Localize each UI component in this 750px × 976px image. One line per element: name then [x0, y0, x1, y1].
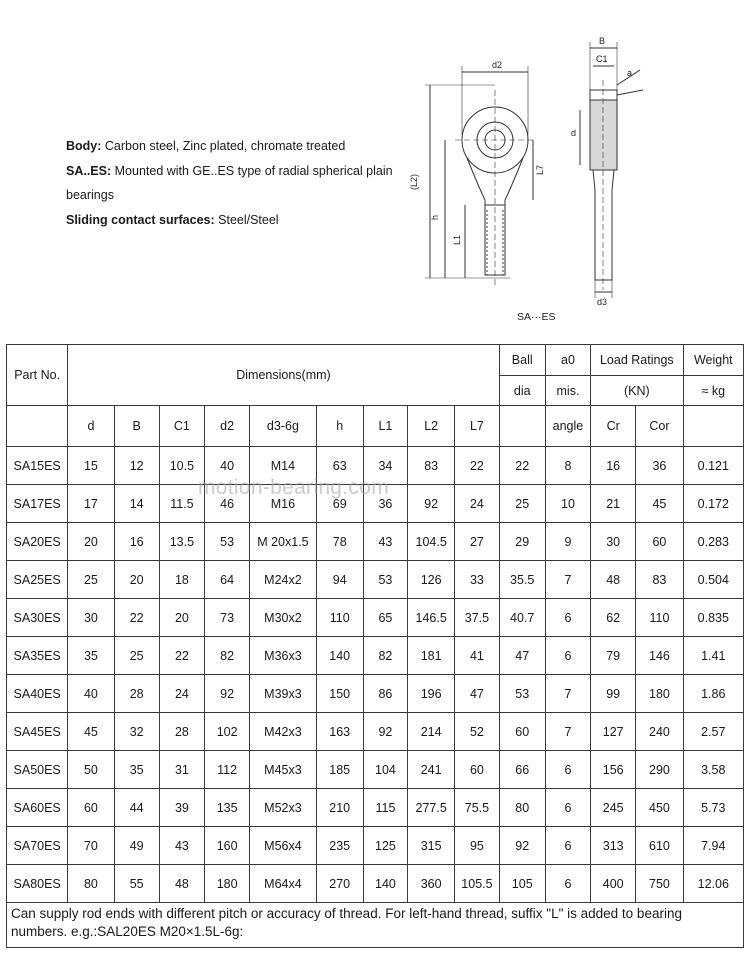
- table-cell: 86: [363, 675, 407, 713]
- table-cell: 66: [499, 751, 545, 789]
- table-cell: 315: [408, 827, 455, 865]
- label-d2: d2: [492, 60, 503, 70]
- table-cell: 163: [316, 713, 363, 751]
- sliding-text: Steel/Steel: [214, 212, 279, 227]
- table-cell: 49: [114, 827, 159, 865]
- table-cell: M24x2: [250, 561, 316, 599]
- table-cell: 45: [68, 713, 114, 751]
- table-cell: 60: [68, 789, 114, 827]
- table-cell: 64: [205, 561, 250, 599]
- table-row: [7, 485, 744, 523]
- table-cell: 43: [159, 827, 204, 865]
- table-cell: 196: [408, 675, 455, 713]
- label-L1: L1: [452, 234, 462, 245]
- table-cell: 146.5: [408, 599, 455, 637]
- table-cell: 53: [499, 675, 545, 713]
- table-row: [7, 751, 744, 789]
- column-header: C1: [159, 406, 204, 447]
- header-a0: a0: [545, 345, 590, 376]
- table-cell: 55: [114, 865, 159, 903]
- table-cell: 102: [205, 713, 250, 751]
- table-cell: 146: [636, 637, 683, 675]
- table-cell: 62: [591, 599, 636, 637]
- table-cell: 27: [455, 523, 499, 561]
- table-cell: 7.94: [683, 827, 743, 865]
- header-weight-unit: ≈ kg: [683, 376, 743, 406]
- table-cell: 235: [316, 827, 363, 865]
- table-cell: 40: [68, 675, 114, 713]
- column-header: L1: [363, 406, 407, 447]
- header-load-ratings: Load Ratings: [591, 345, 683, 376]
- column-header: d2: [205, 406, 250, 447]
- table-cell: 24: [455, 485, 499, 523]
- header-row-1: [7, 345, 744, 376]
- table-cell: 63: [316, 447, 363, 485]
- table-cell: 83: [636, 561, 683, 599]
- table-cell: M39x3: [250, 675, 316, 713]
- table-cell: 210: [316, 789, 363, 827]
- header-ball: Ball: [499, 345, 545, 376]
- table-cell: 82: [205, 637, 250, 675]
- table-cell: 40.7: [499, 599, 545, 637]
- table-cell: 180: [636, 675, 683, 713]
- table-row: [7, 447, 744, 485]
- part-number-cell: SA30ES: [7, 599, 68, 637]
- table-cell: 135: [205, 789, 250, 827]
- table-cell: 21: [591, 485, 636, 523]
- table-cell: M36x3: [250, 637, 316, 675]
- column-header-blank: [7, 406, 68, 447]
- table-cell: 95: [455, 827, 499, 865]
- header-dimensions: Dimensions(mm): [68, 345, 499, 406]
- table-cell: 6: [545, 751, 590, 789]
- body-text: Carbon steel, Zinc plated, chromate treated: [101, 139, 346, 153]
- table-cell: 36: [636, 447, 683, 485]
- table-cell: 65: [363, 599, 407, 637]
- table-cell: M45x3: [250, 751, 316, 789]
- table-cell: 50: [68, 751, 114, 789]
- table-cell: 37.5: [455, 599, 499, 637]
- type-text: Mounted with GE..ES type of radial spherical plain bearings: [66, 163, 393, 202]
- table-cell: M16: [250, 485, 316, 523]
- table-cell: 110: [636, 599, 683, 637]
- watermark: motion-bearing.com: [198, 476, 389, 499]
- table-cell: 22: [114, 599, 159, 637]
- table-cell: 400: [591, 865, 636, 903]
- part-number-cell: SA15ES: [7, 447, 68, 485]
- header-ball-dia: dia: [499, 376, 545, 406]
- footnote-row: [7, 903, 744, 948]
- spec-table: [6, 344, 744, 948]
- table-cell: 127: [591, 713, 636, 751]
- table-cell: 43: [363, 523, 407, 561]
- table-cell: 150: [316, 675, 363, 713]
- table-cell: M64x4: [250, 865, 316, 903]
- part-number-cell: SA60ES: [7, 789, 68, 827]
- table-cell: 32: [114, 713, 159, 751]
- table-cell: 60: [455, 751, 499, 789]
- body-label: Body:: [66, 139, 102, 153]
- column-header: [683, 406, 743, 447]
- table-row: [7, 675, 744, 713]
- table-cell: 13.5: [159, 523, 204, 561]
- column-header: Cr: [591, 406, 636, 447]
- table-cell: 35: [68, 637, 114, 675]
- label-h: h: [430, 214, 440, 220]
- table-cell: 360: [408, 865, 455, 903]
- column-header: B: [114, 406, 159, 447]
- table-cell: 18: [159, 561, 204, 599]
- table-cell: 41: [455, 637, 499, 675]
- table-cell: 30: [68, 599, 114, 637]
- table-cell: 105.5: [455, 865, 499, 903]
- table-cell: 241: [408, 751, 455, 789]
- column-header-row: [7, 406, 744, 447]
- table-cell: 156: [591, 751, 636, 789]
- label-B: B: [599, 36, 606, 46]
- table-cell: 75.5: [455, 789, 499, 827]
- header-load-unit: (KN): [591, 376, 683, 406]
- table-cell: 12.06: [683, 865, 743, 903]
- table-body: [7, 447, 744, 903]
- table-cell: 8: [545, 447, 590, 485]
- table-cell: 25: [68, 561, 114, 599]
- table-cell: 185: [316, 751, 363, 789]
- table-cell: 36: [363, 485, 407, 523]
- table-cell: 7: [545, 561, 590, 599]
- table-cell: 30: [591, 523, 636, 561]
- table-cell: 22: [159, 637, 204, 675]
- table-cell: 20: [68, 523, 114, 561]
- table-cell: 44: [114, 789, 159, 827]
- rod-end-diagram: [405, 30, 655, 335]
- table-cell: 20: [159, 599, 204, 637]
- drawing-caption: SA···ES: [517, 311, 556, 323]
- table-row: [7, 827, 744, 865]
- table-cell: 40: [205, 447, 250, 485]
- table-cell: 20: [114, 561, 159, 599]
- column-header: d3-6g: [250, 406, 316, 447]
- table-cell: 25: [114, 637, 159, 675]
- table-cell: 99: [591, 675, 636, 713]
- product-description: [66, 134, 396, 232]
- table-cell: 35.5: [499, 561, 545, 599]
- table-cell: 140: [316, 637, 363, 675]
- table-cell: 22: [499, 447, 545, 485]
- table-cell: 125: [363, 827, 407, 865]
- table-cell: 3.58: [683, 751, 743, 789]
- column-header: h: [316, 406, 363, 447]
- table-cell: 6: [545, 789, 590, 827]
- table-cell: 80: [499, 789, 545, 827]
- column-header: L7: [455, 406, 499, 447]
- table-cell: 53: [205, 523, 250, 561]
- table-cell: M14: [250, 447, 316, 485]
- table-cell: 180: [205, 865, 250, 903]
- table-cell: 277.5: [408, 789, 455, 827]
- table-cell: 12: [114, 447, 159, 485]
- table-cell: 46: [205, 485, 250, 523]
- table-cell: 6: [545, 599, 590, 637]
- table-cell: 31: [159, 751, 204, 789]
- table-cell: 83: [408, 447, 455, 485]
- table-cell: 34: [363, 447, 407, 485]
- table-cell: M30x2: [250, 599, 316, 637]
- table-cell: 104.5: [408, 523, 455, 561]
- table-row: [7, 523, 744, 561]
- table-cell: 35: [114, 751, 159, 789]
- table-cell: 28: [114, 675, 159, 713]
- part-number-cell: SA35ES: [7, 637, 68, 675]
- label-d: d: [571, 128, 577, 138]
- table-cell: 240: [636, 713, 683, 751]
- label-L7: L7: [535, 164, 545, 175]
- table-cell: 7: [545, 675, 590, 713]
- table-cell: 24: [159, 675, 204, 713]
- table-cell: 33: [455, 561, 499, 599]
- table-cell: 47: [455, 675, 499, 713]
- table-cell: 52: [455, 713, 499, 751]
- header-a0-mis: mis.: [545, 376, 590, 406]
- label-C1: C1: [596, 54, 608, 64]
- table-cell: 10.5: [159, 447, 204, 485]
- table-cell: 0.121: [683, 447, 743, 485]
- header-weight: Weight: [683, 345, 743, 376]
- table-row: [7, 789, 744, 827]
- column-header: angle: [545, 406, 590, 447]
- part-number-cell: SA45ES: [7, 713, 68, 751]
- table-cell: M 20x1.5: [250, 523, 316, 561]
- table-cell: 450: [636, 789, 683, 827]
- table-cell: 104: [363, 751, 407, 789]
- table-cell: 9: [545, 523, 590, 561]
- table-cell: 80: [68, 865, 114, 903]
- table-cell: 25: [499, 485, 545, 523]
- table-cell: 16: [114, 523, 159, 561]
- table-row: [7, 637, 744, 675]
- table-cell: 78: [316, 523, 363, 561]
- table-cell: 29: [499, 523, 545, 561]
- label-alpha: a: [627, 68, 633, 78]
- footnote: Can supply rod ends with different pitch or accuracy of thread. For left-hand thread, suffix "L" is added to bearing numbers. e.g.:SAL20ES M20×1.5L-6g:: [7, 903, 744, 948]
- part-number-cell: SA50ES: [7, 751, 68, 789]
- part-number-cell: SA80ES: [7, 865, 68, 903]
- table-cell: 245: [591, 789, 636, 827]
- table-cell: M56x4: [250, 827, 316, 865]
- part-number-cell: SA40ES: [7, 675, 68, 713]
- table-cell: 140: [363, 865, 407, 903]
- table-cell: 7: [545, 713, 590, 751]
- table-cell: 48: [159, 865, 204, 903]
- table-cell: 10: [545, 485, 590, 523]
- table-cell: 6: [545, 827, 590, 865]
- table-cell: 60: [636, 523, 683, 561]
- table-row: [7, 865, 744, 903]
- table-row: [7, 561, 744, 599]
- column-header: L2: [408, 406, 455, 447]
- table-cell: 69: [316, 485, 363, 523]
- table-cell: 39: [159, 789, 204, 827]
- table-cell: 92: [205, 675, 250, 713]
- table-cell: 110: [316, 599, 363, 637]
- type-line: [66, 159, 396, 208]
- table-cell: 79: [591, 637, 636, 675]
- table-cell: M52x3: [250, 789, 316, 827]
- table-cell: 1.86: [683, 675, 743, 713]
- table-cell: 14: [114, 485, 159, 523]
- table-cell: 0.504: [683, 561, 743, 599]
- body-material-line: [66, 134, 396, 159]
- table-cell: 105: [499, 865, 545, 903]
- table-cell: 181: [408, 637, 455, 675]
- rod-end-drawing: [405, 30, 655, 335]
- table-cell: 60: [499, 713, 545, 751]
- column-header: d: [68, 406, 114, 447]
- table-cell: 0.835: [683, 599, 743, 637]
- column-header: [499, 406, 545, 447]
- table-cell: 6: [545, 865, 590, 903]
- part-number-cell: SA20ES: [7, 523, 68, 561]
- table-cell: 11.5: [159, 485, 204, 523]
- table-cell: 5.73: [683, 789, 743, 827]
- table-cell: 112: [205, 751, 250, 789]
- table-cell: 17: [68, 485, 114, 523]
- table-cell: 53: [363, 561, 407, 599]
- table-cell: 16: [591, 447, 636, 485]
- table-cell: 47: [499, 637, 545, 675]
- sliding-label: Sliding contact surfaces:: [66, 212, 215, 227]
- table-cell: 70: [68, 827, 114, 865]
- table-cell: 115: [363, 789, 407, 827]
- part-number-cell: SA25ES: [7, 561, 68, 599]
- table-cell: 160: [205, 827, 250, 865]
- table-cell: 610: [636, 827, 683, 865]
- table-row: [7, 713, 744, 751]
- table-cell: 15: [68, 447, 114, 485]
- part-number-cell: SA70ES: [7, 827, 68, 865]
- table-cell: 6: [545, 637, 590, 675]
- label-L2: (L2): [409, 173, 419, 190]
- table-cell: 28: [159, 713, 204, 751]
- table-cell: 82: [363, 637, 407, 675]
- table-row: [7, 599, 744, 637]
- table-cell: 0.283: [683, 523, 743, 561]
- table-cell: 2.57: [683, 713, 743, 751]
- table-cell: 126: [408, 561, 455, 599]
- table-cell: 92: [408, 485, 455, 523]
- table-cell: 750: [636, 865, 683, 903]
- header-part-no: Part No.: [7, 345, 68, 406]
- table-cell: 48: [591, 561, 636, 599]
- sliding-line: [66, 208, 396, 233]
- table-cell: 92: [499, 827, 545, 865]
- table-cell: 92: [363, 713, 407, 751]
- table-cell: 214: [408, 713, 455, 751]
- table-cell: 270: [316, 865, 363, 903]
- table-cell: 22: [455, 447, 499, 485]
- table-cell: 0.172: [683, 485, 743, 523]
- label-d3: d3: [597, 297, 608, 307]
- table-cell: 94: [316, 561, 363, 599]
- type-label: SA..ES:: [66, 163, 112, 178]
- column-header: Cor: [636, 406, 683, 447]
- table-cell: 73: [205, 599, 250, 637]
- table-cell: M42x3: [250, 713, 316, 751]
- table-cell: 313: [591, 827, 636, 865]
- table-cell: 290: [636, 751, 683, 789]
- part-number-cell: SA17ES: [7, 485, 68, 523]
- table-cell: 1.41: [683, 637, 743, 675]
- table-cell: 45: [636, 485, 683, 523]
